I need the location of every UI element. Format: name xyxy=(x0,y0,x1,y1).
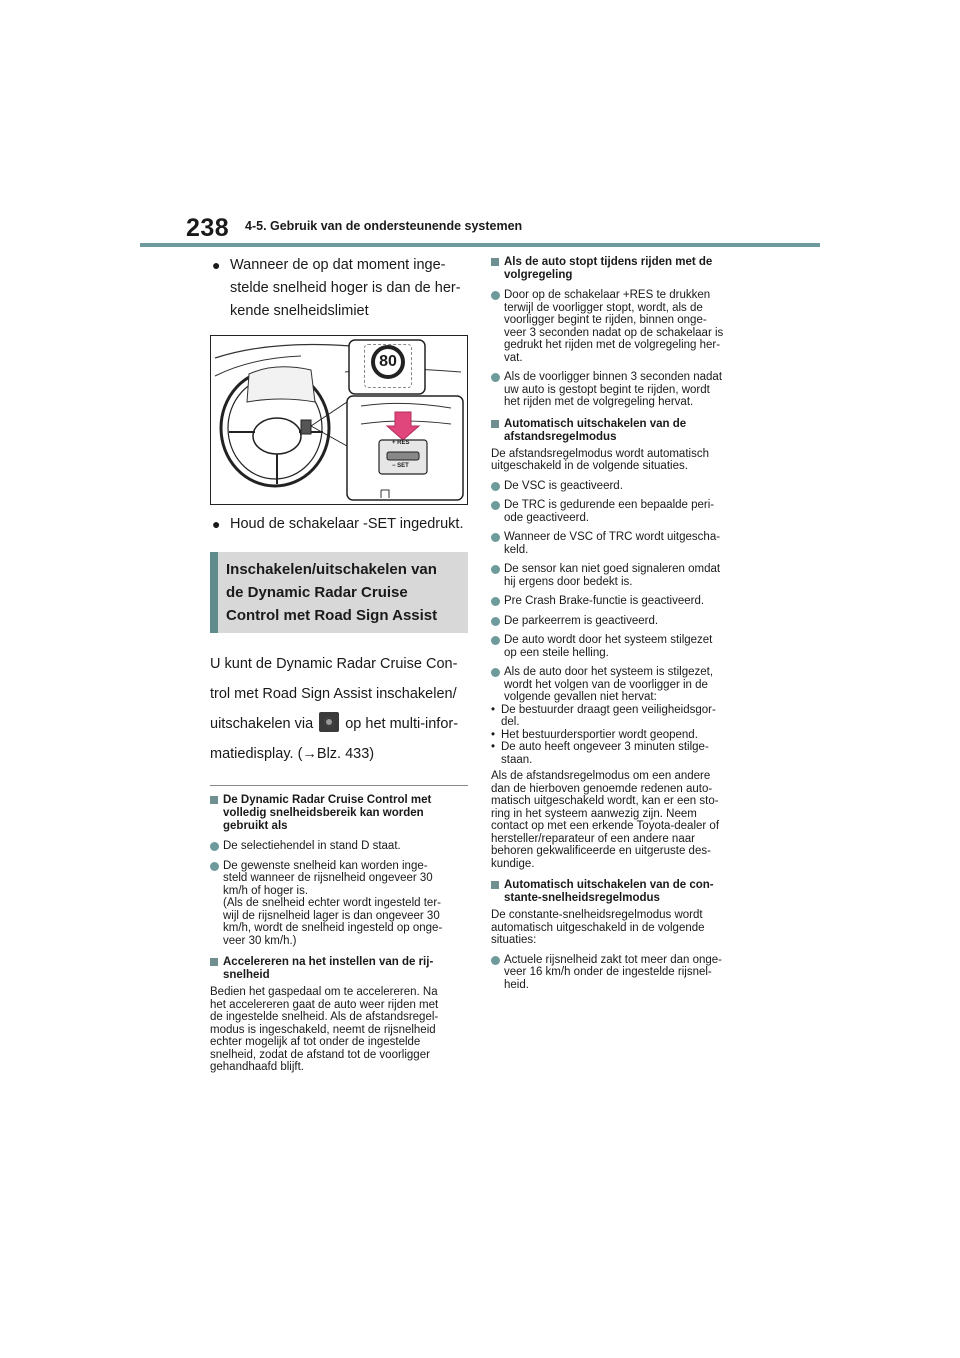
square-bullet-icon xyxy=(491,420,499,428)
list-item xyxy=(491,615,753,628)
list-item xyxy=(491,499,753,524)
sub-list xyxy=(491,704,753,767)
list-item xyxy=(491,595,753,608)
note-heading xyxy=(491,879,753,905)
list-item-text: De VSC is geactiveerd. xyxy=(504,479,623,492)
sub-list-item xyxy=(491,741,753,766)
bullet-item xyxy=(210,254,468,323)
list-item xyxy=(491,954,753,992)
list-item xyxy=(491,563,753,588)
circle-bullet-icon xyxy=(491,565,500,574)
note-heading xyxy=(491,418,753,444)
circle-bullet-icon xyxy=(210,862,219,871)
note-paragraph: De constante-snelheidsregelmodus wordt automatisch uitgeschakeld in de volgende situaties: xyxy=(491,909,705,946)
list-item-text: Wanneer de VSC of TRC wordt uitgescha- keld. xyxy=(504,531,721,556)
list-item xyxy=(210,840,468,853)
sub-list-item xyxy=(491,729,753,742)
minus-set-label: − SET xyxy=(392,463,409,469)
settings-gear-icon xyxy=(319,712,339,732)
note-paragraph: De afstandsregelmodus wordt automatisch uitgeschakeld in de volgende situaties. xyxy=(491,447,709,472)
plus-res-label: + RES xyxy=(392,440,410,446)
square-bullet-icon xyxy=(491,881,499,889)
circle-bullet-icon xyxy=(491,636,500,645)
chapter-title: 4-5. Gebruik van de ondersteunende systemen xyxy=(245,219,523,233)
circle-bullet-icon xyxy=(491,597,500,606)
section-title: Inschakelen/uitschakelen van de Dynamic Radar Cruise Control met Road Sign Assist xyxy=(226,561,438,624)
left-column xyxy=(210,254,468,1074)
list-item xyxy=(491,531,753,556)
list-item-text: De auto wordt door het systeem stilgezet op een steile helling. xyxy=(504,634,713,659)
circle-bullet-icon xyxy=(491,291,500,300)
bullet-dot-icon: ● xyxy=(212,516,221,532)
sign-corner-brackets xyxy=(364,344,412,388)
circle-bullet-icon xyxy=(491,668,500,677)
circle-bullet-icon xyxy=(491,617,500,626)
section-body xyxy=(210,649,468,769)
list-item-text: Door op de schakelaar +RES te drukken terwijl de voorligger stopt, wordt, als de voorligger begint te rijden, binnen onge- veer 3 seconden nadat op de schakelaar is gedrukt het rijden met de volgregeling her- vat. xyxy=(504,289,724,364)
circle-bullet-icon xyxy=(491,373,500,382)
list-item xyxy=(491,289,753,364)
circle-bullet-icon xyxy=(491,482,500,491)
bullet-text: Wanneer de op dat moment inge- stelde snelheid hoger is dan de her- kende snelheidslimiet xyxy=(230,257,461,319)
bullet-item xyxy=(210,513,468,536)
steering-wheel-illustration xyxy=(210,335,468,505)
sub-list-item xyxy=(491,704,753,729)
note-heading-text: Automatisch uitschakelen van de con- stante-snelheidsregelmodus xyxy=(504,879,714,904)
section-heading-box xyxy=(210,552,468,633)
sub-list-item-text: De bestuurder draagt geen veiligheidsgor- del. xyxy=(501,703,716,728)
small-bullet-icon: • xyxy=(491,741,496,753)
steering-wheel-drawing xyxy=(211,336,468,505)
body-text-part2: op het multi-infor- matiedisplay. (→Blz. 433) xyxy=(210,716,459,762)
bullet-dot-icon: ● xyxy=(212,257,221,273)
note-heading-text: Als de auto stopt tijdens rijden met de volgregeling xyxy=(504,256,713,281)
list-item xyxy=(491,371,753,409)
note-heading-text: Accelereren na het instellen van de rij- snelheid xyxy=(223,956,434,981)
list-item-text: Actuele rijsnelheid zakt tot meer dan onge- veer 16 km/h onder de ingestelde rijsnel- heid. xyxy=(504,953,722,991)
list-item-text: De TRC is gedurende een bepaalde peri- ode geactiveerd. xyxy=(504,499,715,524)
sub-list-item-text: De auto heeft ongeveer 3 minuten stilge- staan. xyxy=(501,741,709,766)
square-bullet-icon xyxy=(491,258,499,266)
circle-bullet-icon xyxy=(491,956,500,965)
list-item-text: Pre Crash Brake-functie is geactiveerd. xyxy=(504,595,705,607)
list-item xyxy=(491,634,753,659)
list-item xyxy=(210,860,468,948)
note-paragraph: Bedien het gaspedaal om te accelereren. Na het accelereren gaat de auto weer rijden met de ingestelde snelheid. Als de afstandsregel- modus is ingeschakeld, neemt de rijsnelheid echter mogelijk af tot onder de ingestelde snelheid, zodat de afstand tot de voorligger gehandhaafd blijft. xyxy=(210,986,439,1073)
bullet-text: Houd de schakelaar -SET ingedrukt. xyxy=(230,516,464,532)
circle-bullet-icon xyxy=(491,501,500,510)
list-item-text: De sensor kan niet goed signaleren omdat hij ergens door bedekt is. xyxy=(504,563,721,588)
list-item xyxy=(491,666,753,704)
list-item-text: De gewenste snelheid kan worden inge- steld wanneer de rijsnelheid ongeveer 30 km/h of hoger is. (Als de snelheid echter wordt ingesteld ter- wijl de rijsnelheid lager is dan ongeveer 30 km/h, wordt de snelheid ingesteld op onge- veer 30 km/h.) xyxy=(223,859,443,947)
list-item-text: De selectiehendel in stand D staat. xyxy=(223,840,401,852)
circle-bullet-icon xyxy=(491,533,500,542)
header-rule xyxy=(140,243,820,247)
small-bullet-icon: • xyxy=(491,728,496,741)
square-bullet-icon xyxy=(210,796,218,804)
circle-bullet-icon xyxy=(210,842,219,851)
list-item-text: Als de voorligger binnen 3 seconden nadat uw auto is gestopt begint te rijden, wordt het rijden met de volgregeling hervat. xyxy=(504,371,723,408)
square-bullet-icon xyxy=(210,958,218,966)
speed-limit-value: 80 xyxy=(379,353,397,370)
note-heading xyxy=(210,956,468,982)
note-heading xyxy=(210,794,468,833)
body-text-part1: U kunt de Dynamic Radar Cruise Con- trol met Road Sign Assist inschakelen/ uitschakelen via xyxy=(210,656,458,732)
list-item xyxy=(491,480,753,493)
note-divider xyxy=(210,785,468,786)
note-heading-text: Automatisch uitschakelen van de afstandsregelmodus xyxy=(504,417,687,443)
note-paragraph: Als de afstandsregelmodus om een andere dan de hierboven genoemde redenen auto- matisch uitgeschakeld wordt, kan er een sto- ring in het systeem aanwezig zijn. Neem contact op met een erkende Toyota-dealer of hersteller/reparateur of een andere naar behoren gekwalificeerde en uitgeruste des- kundige. xyxy=(491,770,720,870)
sub-list-item-text: Het bestuurdersportier wordt geopend. xyxy=(501,728,698,741)
note-heading xyxy=(491,256,753,282)
list-item-text: De parkeerrem is geactiveerd. xyxy=(504,614,659,627)
list-item-text: Als de auto door het systeem is stilgezet, wordt het volgen van de voorligger in de volgende gevallen niet hervat: xyxy=(504,666,714,703)
small-bullet-icon: • xyxy=(491,703,496,716)
right-column xyxy=(491,254,753,991)
note-heading-text: De Dynamic Radar Cruise Control met volledig snelheidsbereik kan worden gebruikt als xyxy=(223,794,432,832)
page-number: 238 xyxy=(186,214,230,242)
